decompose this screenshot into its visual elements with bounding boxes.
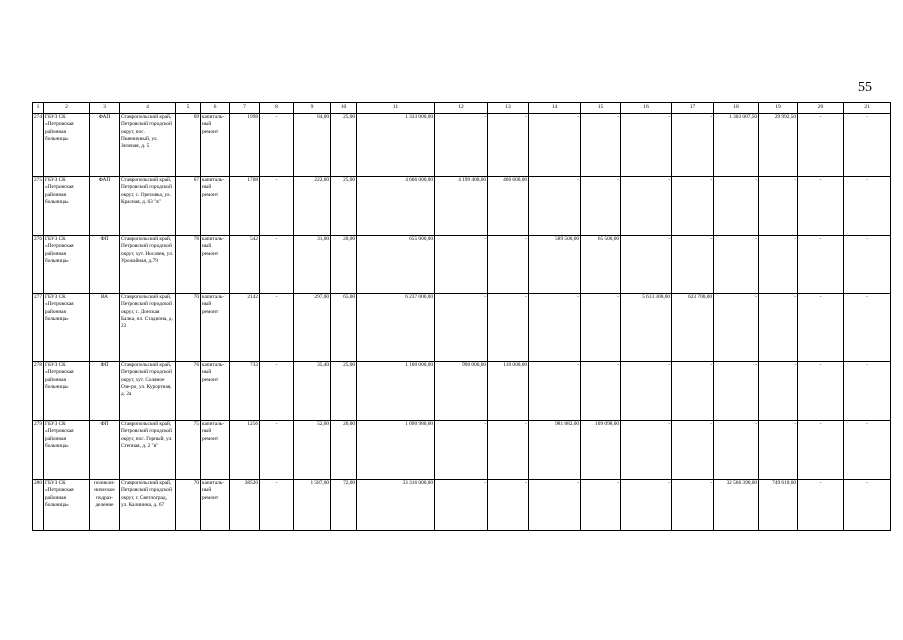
cost-value: - bbox=[844, 362, 891, 421]
cost-value: - bbox=[621, 177, 672, 236]
row-number: 276 bbox=[33, 236, 44, 294]
cost-value: - bbox=[798, 480, 844, 531]
column-number: 21 bbox=[844, 103, 891, 114]
cost-value: - bbox=[435, 114, 488, 177]
cost-value: - bbox=[529, 480, 581, 531]
cost-value: 110 000,00 bbox=[488, 362, 529, 421]
amount-value: 31,00 bbox=[294, 236, 331, 294]
column-number: 11 bbox=[357, 103, 435, 114]
total-cost: 1 100 000,00 bbox=[357, 362, 435, 421]
work-type: капиталь-ный ремонт bbox=[201, 236, 230, 294]
cost-value: - bbox=[672, 177, 714, 236]
cost-value: - bbox=[435, 294, 488, 362]
work-type: капиталь-ный ремонт bbox=[201, 362, 230, 421]
cost-value: - bbox=[581, 480, 621, 531]
address: Ставропольский край, Петровский городской округ, пос. Горный, ул. Степная, д. 2 "в" bbox=[120, 421, 176, 480]
column-number: 14 bbox=[529, 103, 581, 114]
organization: ГБУЗ СК «Петровская районная больница» bbox=[44, 294, 90, 362]
cost-value: - bbox=[488, 294, 529, 362]
area-value: 542 bbox=[230, 236, 260, 294]
area-value: 733 bbox=[230, 362, 260, 421]
cost-value: - bbox=[672, 236, 714, 294]
column-number: 10 bbox=[331, 103, 357, 114]
cost-value: - bbox=[621, 114, 672, 177]
column-number: 17 bbox=[672, 103, 714, 114]
row-number: 277 bbox=[33, 294, 44, 362]
table-row bbox=[33, 114, 891, 177]
work-type: капиталь-ный ремонт bbox=[201, 114, 230, 177]
amount-value: 1 587,00 bbox=[294, 480, 331, 531]
column-number: 7 bbox=[230, 103, 260, 114]
area-value: 1256 bbox=[230, 421, 260, 480]
dash-value: - bbox=[260, 114, 294, 177]
cost-value: - bbox=[759, 421, 798, 480]
column-number: 12 bbox=[435, 103, 488, 114]
percent-value: 25,00 bbox=[331, 362, 357, 421]
cost-value: - bbox=[672, 114, 714, 177]
year-value: 67 bbox=[176, 177, 201, 236]
cost-value: - bbox=[529, 362, 581, 421]
cost-value: - bbox=[759, 236, 798, 294]
dash-value: - bbox=[260, 421, 294, 480]
cost-value: 990 000,00 bbox=[435, 362, 488, 421]
amount-value: 222,00 bbox=[294, 177, 331, 236]
cost-value: - bbox=[714, 362, 759, 421]
address: Ставропольский край, Петровский городской округ, с. Ореховка, ул. Красная, д. 63 "в" bbox=[120, 177, 176, 236]
cost-value: 466 600,00 bbox=[488, 177, 529, 236]
cost-value: 589 500,00 bbox=[529, 236, 581, 294]
cost-value: 623 700,00 bbox=[672, 294, 714, 362]
organization: ГБУЗ СК «Петровская районная больница» bbox=[44, 362, 90, 421]
cost-value: - bbox=[529, 114, 581, 177]
cost-value: - bbox=[621, 236, 672, 294]
column-number: 6 bbox=[201, 103, 230, 114]
area-value: 1998 bbox=[230, 114, 260, 177]
column-number: 9 bbox=[294, 103, 331, 114]
column-number: 15 bbox=[581, 103, 621, 114]
cost-value: - bbox=[435, 236, 488, 294]
column-number: 8 bbox=[260, 103, 294, 114]
work-type: капиталь-ный ремонт bbox=[201, 177, 230, 236]
cost-value: - bbox=[844, 114, 891, 177]
dash-value: - bbox=[260, 480, 294, 531]
cost-value: - bbox=[581, 294, 621, 362]
year-value: 69 bbox=[176, 114, 201, 177]
table-row bbox=[33, 236, 891, 294]
dash-value: - bbox=[260, 177, 294, 236]
cost-value: 749 610,00 bbox=[759, 480, 798, 531]
cost-value: - bbox=[621, 421, 672, 480]
year-value: 76 bbox=[176, 362, 201, 421]
table-row bbox=[33, 362, 891, 421]
cost-value: - bbox=[488, 236, 529, 294]
year-value: 75 bbox=[176, 421, 201, 480]
column-number: 18 bbox=[714, 103, 759, 114]
cost-value: - bbox=[672, 480, 714, 531]
facility-type: ФАП bbox=[90, 177, 120, 236]
percent-value: 65,00 bbox=[331, 294, 357, 362]
facility-type: ФП bbox=[90, 362, 120, 421]
total-cost: 1 090 980,00 bbox=[357, 421, 435, 480]
address: Ставропольский край, Петровский городской округ, пос. Пшеничный, ул. Зеленая, д. 5 bbox=[120, 114, 176, 177]
column-number: 13 bbox=[488, 103, 529, 114]
cost-value: 1 303 007,50 bbox=[714, 114, 759, 177]
work-type: капиталь-ный ремонт bbox=[201, 294, 230, 362]
percent-value: 20,00 bbox=[331, 236, 357, 294]
column-number: 20 bbox=[798, 103, 844, 114]
cost-value: - bbox=[844, 480, 891, 531]
year-value: 78 bbox=[176, 236, 201, 294]
table-row bbox=[33, 421, 891, 480]
address: Ставропольский край, Петровский городской округ, хут. Носачев, ул. Урожайная, д.79 bbox=[120, 236, 176, 294]
year-value: 70 bbox=[176, 480, 201, 531]
percent-value: 25,00 bbox=[331, 114, 357, 177]
cost-value: - bbox=[621, 480, 672, 531]
facility-type: ФАП bbox=[90, 114, 120, 177]
organization: ГБУЗ СК «Петровская районная больница» bbox=[44, 236, 90, 294]
cost-value: - bbox=[798, 114, 844, 177]
cost-value: - bbox=[798, 362, 844, 421]
total-cost: 33 316 000,00 bbox=[357, 480, 435, 531]
amount-value: 64,00 bbox=[294, 114, 331, 177]
column-number: 19 bbox=[759, 103, 798, 114]
cost-value: - bbox=[529, 294, 581, 362]
percent-value: 72,00 bbox=[331, 480, 357, 531]
facility-type: поликли-ническое подраз-деление bbox=[90, 480, 120, 531]
area-value: 38520 bbox=[230, 480, 260, 531]
row-number: 274 bbox=[33, 114, 44, 177]
row-number: 279 bbox=[33, 421, 44, 480]
organization: ГБУЗ СК «Петровская районная больница» bbox=[44, 480, 90, 531]
cost-value: - bbox=[714, 421, 759, 480]
column-number-row bbox=[33, 103, 891, 114]
cost-value: - bbox=[488, 421, 529, 480]
work-type: капиталь-ный ремонт bbox=[201, 421, 230, 480]
cost-value: - bbox=[759, 362, 798, 421]
amount-value: 35,40 bbox=[294, 362, 331, 421]
dash-value: - bbox=[260, 236, 294, 294]
page-number: 55 bbox=[858, 80, 872, 95]
amount-value: 297,00 bbox=[294, 294, 331, 362]
facility-type: ФП bbox=[90, 236, 120, 294]
cost-value: - bbox=[672, 421, 714, 480]
total-cost: 4 666 000,00 bbox=[357, 177, 435, 236]
cost-value: - bbox=[759, 177, 798, 236]
cost-value: 5 613 300,00 bbox=[621, 294, 672, 362]
cost-value: - bbox=[714, 294, 759, 362]
area-value: 2142 bbox=[230, 294, 260, 362]
cost-value: - bbox=[844, 236, 891, 294]
cost-value: - bbox=[798, 421, 844, 480]
organization: ГБУЗ СК «Петровская районная больница» bbox=[44, 114, 90, 177]
column-number: 5 bbox=[176, 103, 201, 114]
row-number: 275 bbox=[33, 177, 44, 236]
total-cost: 1 333 000,00 bbox=[357, 114, 435, 177]
facility-type: ФП bbox=[90, 421, 120, 480]
cost-value: - bbox=[488, 114, 529, 177]
work-type: капиталь-ный ремонт bbox=[201, 480, 230, 531]
percent-value: 25,00 bbox=[331, 177, 357, 236]
row-number: 280 bbox=[33, 480, 44, 531]
table-row bbox=[33, 480, 891, 531]
cost-value: - bbox=[844, 294, 891, 362]
cost-value: 109 098,00 bbox=[581, 421, 621, 480]
percent-value: 20,00 bbox=[331, 421, 357, 480]
cost-value: - bbox=[581, 362, 621, 421]
column-number: 2 bbox=[44, 103, 90, 114]
column-number: 4 bbox=[120, 103, 176, 114]
cost-value: 4 199 400,00 bbox=[435, 177, 488, 236]
cost-value: - bbox=[714, 236, 759, 294]
dash-value: - bbox=[260, 294, 294, 362]
organization: ГБУЗ СК «Петровская районная больница» bbox=[44, 177, 90, 236]
year-value: 70 bbox=[176, 294, 201, 362]
column-number: 16 bbox=[621, 103, 672, 114]
row-number: 278 bbox=[33, 362, 44, 421]
cost-value: 981 882,00 bbox=[529, 421, 581, 480]
cost-value: - bbox=[714, 177, 759, 236]
cost-value: 32 566 390,00 bbox=[714, 480, 759, 531]
cost-value: - bbox=[844, 177, 891, 236]
cost-value: - bbox=[844, 421, 891, 480]
table-row bbox=[33, 294, 891, 362]
area-value: 1708 bbox=[230, 177, 260, 236]
cost-value: 29 992,50 bbox=[759, 114, 798, 177]
cost-value: - bbox=[759, 294, 798, 362]
column-number: 3 bbox=[90, 103, 120, 114]
cost-value: - bbox=[621, 362, 672, 421]
cost-value: - bbox=[488, 480, 529, 531]
cost-value: - bbox=[435, 421, 488, 480]
cost-value: 65 500,00 bbox=[581, 236, 621, 294]
total-cost: 655 000,00 bbox=[357, 236, 435, 294]
facility-type: ВА bbox=[90, 294, 120, 362]
address: Ставропольский край, Петровский городской округ, с. Донская Балка, пл. Стадиона, д. 23 bbox=[120, 294, 176, 362]
amount-value: 52,00 bbox=[294, 421, 331, 480]
cost-value: - bbox=[581, 177, 621, 236]
address: Ставропольский край, Петровский городской округ, г. Светлоград, ул. Калинина, д. 67 bbox=[120, 480, 176, 531]
cost-value: - bbox=[798, 294, 844, 362]
cost-value: - bbox=[672, 362, 714, 421]
data-table bbox=[32, 102, 891, 531]
organization: ГБУЗ СК «Петровская районная больница» bbox=[44, 421, 90, 480]
dash-value: - bbox=[260, 362, 294, 421]
cost-value: - bbox=[798, 236, 844, 294]
address: Ставропольский край, Петровский городской округ, хут. Соляное Озе-ро, ул. Курортная, д. 2а bbox=[120, 362, 176, 421]
total-cost: 6 237 000,00 bbox=[357, 294, 435, 362]
cost-value: - bbox=[435, 480, 488, 531]
cost-value: - bbox=[798, 177, 844, 236]
cost-value: - bbox=[529, 177, 581, 236]
table-row bbox=[33, 177, 891, 236]
cost-value: - bbox=[581, 114, 621, 177]
column-number: 1 bbox=[33, 103, 44, 114]
